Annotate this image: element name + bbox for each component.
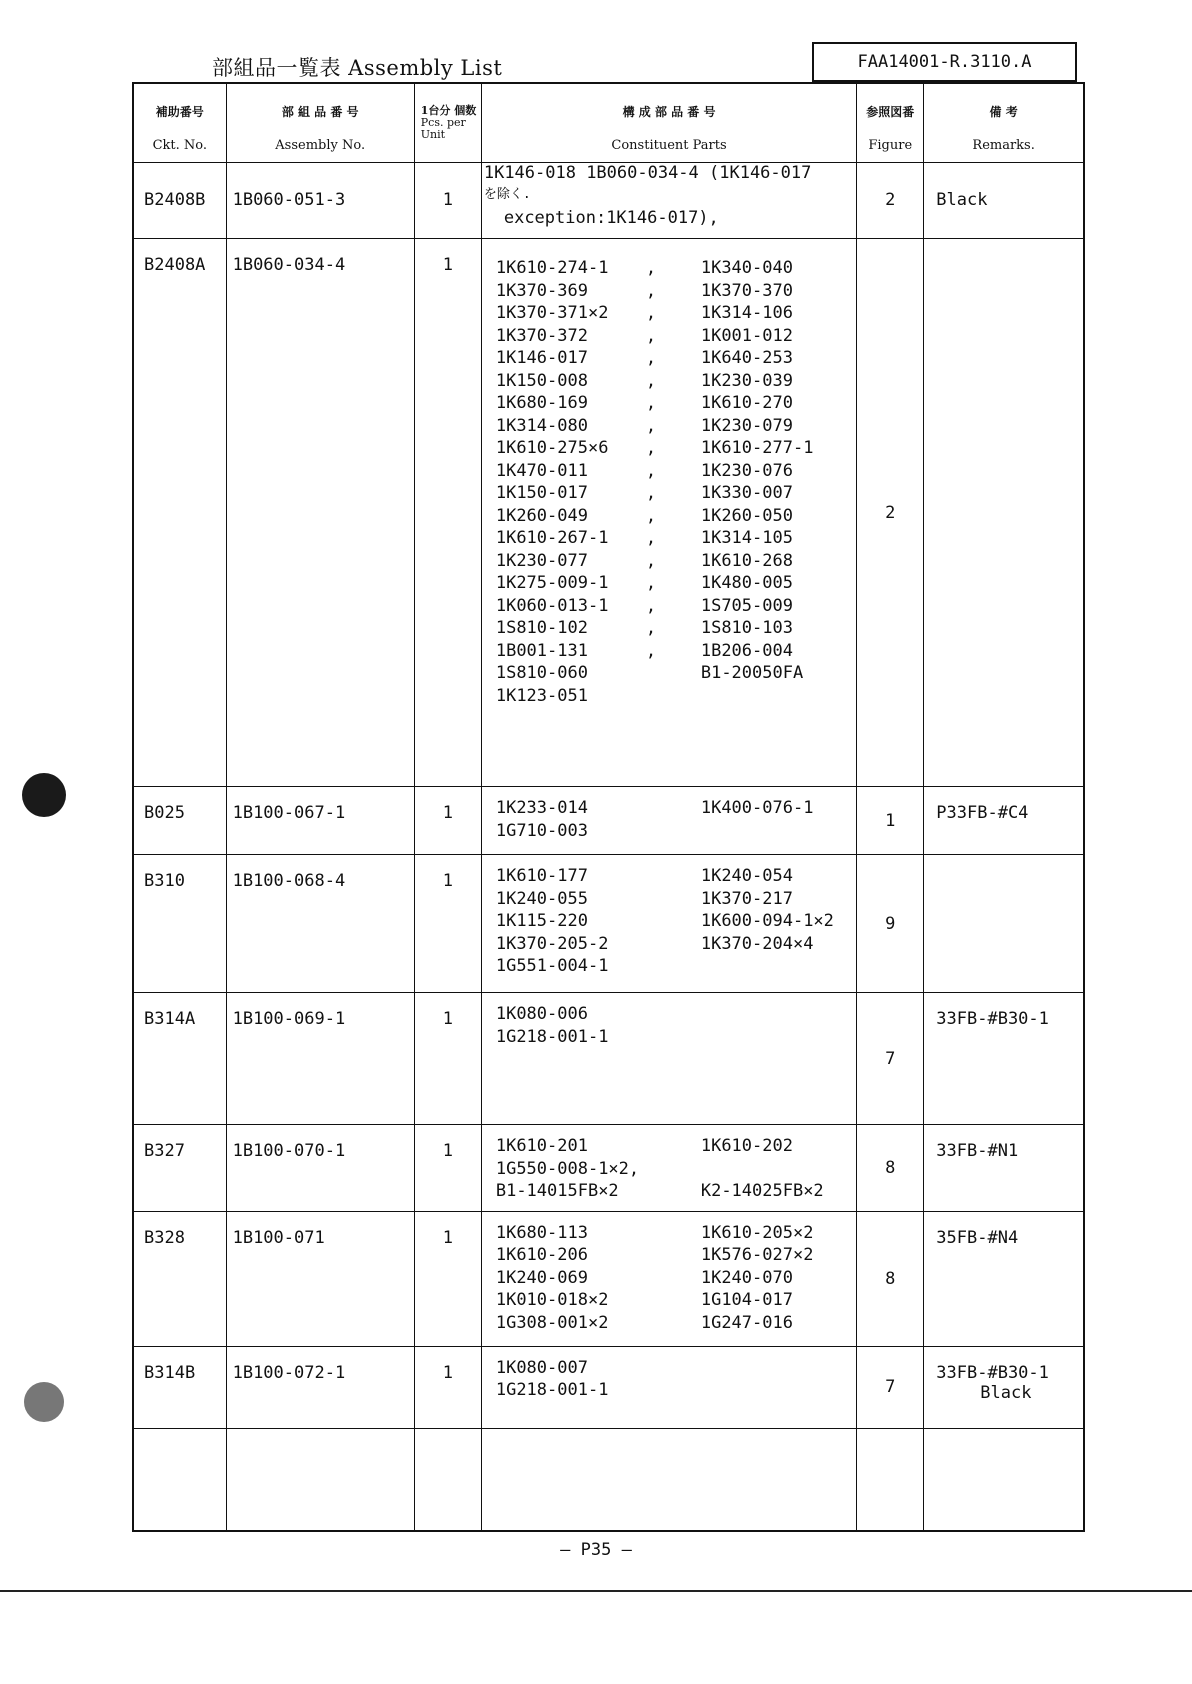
assembly-no-cell: 1B100-070-1 (226, 1125, 414, 1212)
assembly-table (134, 84, 1083, 1530)
part-number: 1K260-049 (495, 505, 588, 526)
separator: , (645, 640, 657, 661)
part-number: 1K230-077 (495, 550, 588, 571)
parts-line (496, 527, 856, 550)
parts-line (496, 1357, 856, 1380)
part-number: 1K640-253 (700, 348, 793, 368)
part-number: 1K115-220 (495, 911, 588, 931)
separator (646, 1003, 701, 1026)
part-number: 1K610-275×6 (495, 438, 609, 458)
part-number: 1G550-008-1×2, (495, 1158, 640, 1179)
qty-cell: 1 (414, 787, 481, 855)
part-number: 1G104-017 (700, 1290, 793, 1310)
assembly-no-cell: 1B100-068-4 (226, 855, 414, 993)
table-row (134, 855, 1083, 993)
part-number: 1K610-206 (495, 1245, 588, 1265)
parts-cell (481, 239, 856, 787)
separator (646, 1244, 701, 1267)
parts-line (496, 437, 856, 460)
col-figure: 参照図番 Figure (857, 84, 924, 162)
part-number: 1K230-079 (700, 415, 793, 436)
remarks-cell (924, 993, 1083, 1125)
remarks-cell (924, 239, 1083, 787)
parts-line (496, 415, 856, 438)
parts-line (496, 640, 856, 663)
part-number: 1S810-060 (495, 663, 588, 683)
part-number: 1K370-204×4 (700, 933, 814, 954)
separator (646, 910, 701, 933)
remarks-cell (924, 855, 1083, 993)
separator (646, 888, 701, 911)
col-ckt: 補助番号 Ckt. No. (134, 84, 226, 162)
parts-line (496, 460, 856, 483)
parts-line (496, 392, 856, 415)
part-number: 1K370-217 (700, 888, 793, 909)
part-number: K2-14025FB×2 (700, 1181, 824, 1201)
parts-cell (481, 1211, 856, 1346)
parts-cell (481, 993, 856, 1125)
document-number: FAA14001-R.3110.A (812, 42, 1077, 82)
part-number: 1K340-040 (700, 258, 793, 278)
assembly-no-cell: 1B100-071 (226, 1211, 414, 1346)
separator (646, 1135, 701, 1158)
part-number: 1K370-370 (700, 280, 793, 301)
parts-line (496, 325, 856, 348)
part-number: 1K240-055 (495, 888, 588, 909)
parts-line (496, 955, 856, 978)
ckt-no-cell: B025 (134, 787, 226, 855)
separator (646, 1312, 701, 1335)
part-number: 1K275-009-1 (495, 573, 609, 593)
remarks-cell (924, 787, 1083, 855)
part-number: 1K314-105 (700, 528, 793, 548)
part-number: B1-14015FB×2 (495, 1181, 619, 1201)
parts-line (496, 1289, 856, 1312)
part-number: 1K314-080 (495, 415, 588, 436)
separator (646, 1026, 701, 1049)
parts-line (496, 280, 856, 303)
separator: , (645, 573, 657, 593)
remarks-text: Black (936, 190, 988, 211)
parts-line (496, 662, 856, 685)
part-number: 1K610-205×2 (700, 1222, 814, 1243)
parts-line (496, 865, 856, 888)
parts-line (496, 1026, 856, 1049)
parts-line (496, 505, 856, 528)
figure-cell: 2 (857, 239, 924, 787)
part-number: 1K330-007 (700, 483, 793, 503)
separator (646, 1267, 701, 1290)
ckt-no-cell: B327 (134, 1125, 226, 1212)
part-number: 1K610-177 (495, 866, 588, 886)
part-number: 1K230-039 (700, 370, 793, 391)
separator (646, 797, 701, 820)
parts-cell (481, 1346, 856, 1428)
separator: , (645, 460, 657, 481)
col-parts: 構 成 部 品 番 号 Constituent Parts (481, 84, 856, 162)
parts-line (496, 910, 856, 933)
parts-line (496, 1312, 856, 1335)
col-qty: 1台分 個数 Pcs. per Unit (414, 84, 481, 162)
empty-cell (134, 1428, 226, 1530)
parts-line (496, 820, 856, 843)
remarks-cell (924, 1346, 1083, 1428)
part-number: 1K233-014 (495, 798, 588, 818)
parts-text-line: exception:1K146-017), (503, 207, 719, 228)
ckt-no-cell: B310 (134, 855, 226, 993)
parts-cell (481, 787, 856, 855)
qty-cell: 1 (414, 1211, 481, 1346)
header-row (134, 84, 1083, 162)
parts-line (496, 933, 856, 956)
separator: , (645, 348, 657, 368)
separator: , (645, 595, 657, 616)
separator: , (645, 483, 657, 503)
page-number: — P35 — (560, 1540, 632, 1560)
qty-cell: 1 (414, 239, 481, 787)
part-number: 1G551-004-1 (495, 956, 609, 976)
part-number: 1K370-372 (495, 325, 588, 346)
remarks-text: 33FB-#N1 (936, 1141, 1019, 1161)
remarks-text: 33FB-#B30-1 (936, 1009, 1049, 1029)
part-number: 1K123-051 (495, 685, 588, 706)
part-number: 1G247-016 (700, 1312, 793, 1333)
part-number: 1G218-001-1 (495, 1026, 609, 1047)
part-number: 1K610-267-1 (495, 528, 609, 548)
part-number: 1B001-131 (495, 640, 588, 661)
part-number: 1K010-018×2 (495, 1290, 609, 1310)
punch-hole (22, 773, 66, 817)
part-number: 1K480-005 (700, 573, 793, 593)
qty-cell: 1 (414, 162, 481, 239)
part-number: 1K370-205-2 (495, 933, 609, 954)
table-row (134, 1346, 1083, 1428)
table-row (134, 239, 1083, 787)
part-number: 1K370-369 (495, 280, 588, 301)
separator: , (645, 258, 657, 278)
table-row (134, 787, 1083, 855)
part-number: B1-20050FA (700, 663, 804, 683)
part-number: 1K080-006 (495, 1004, 588, 1024)
parts-line (496, 1158, 856, 1181)
part-number: 1G218-001-1 (495, 1380, 609, 1400)
part-number: 1K080-007 (495, 1357, 588, 1378)
parts-line (496, 257, 856, 280)
figure-cell: 7 (857, 993, 924, 1125)
part-number: 1K314-106 (700, 303, 793, 323)
part-number: 1K610-274-1 (495, 258, 609, 278)
ckt-no-cell: B2408B (134, 162, 226, 239)
empty-cell (226, 1428, 414, 1530)
separator (646, 820, 701, 843)
figure-cell: 9 (857, 855, 924, 993)
part-number: 1K146-017 (495, 348, 588, 368)
separator (646, 1180, 701, 1203)
part-number: 1K470-011 (495, 460, 588, 481)
ckt-no-cell: B314A (134, 993, 226, 1125)
parts-line (496, 1244, 856, 1267)
parts-line (496, 1267, 856, 1290)
part-number: 1G710-003 (495, 820, 588, 841)
parts-line (496, 888, 856, 911)
separator: , (645, 505, 657, 526)
parts-line (496, 550, 856, 573)
separator (646, 685, 701, 708)
part-number: 1S810-102 (495, 618, 588, 638)
separator: , (645, 550, 657, 571)
part-number: 1K600-094-1×2 (700, 911, 834, 931)
part-number: 1G308-001×2 (495, 1312, 609, 1333)
part-number: 1K001-012 (700, 325, 793, 346)
separator (646, 1379, 701, 1402)
separator (646, 865, 701, 888)
separator (646, 933, 701, 956)
part-number: 1K240-070 (700, 1267, 793, 1288)
ckt-no-cell: B314B (134, 1346, 226, 1428)
part-number: 1K610-201 (495, 1136, 588, 1156)
blank-row (134, 1428, 1083, 1530)
remarks-text: Black (980, 1382, 1032, 1403)
part-number: 1K610-202 (700, 1136, 793, 1156)
page-title: 部組品一覧表 Assembly List (212, 56, 503, 80)
qty-cell: 1 (414, 855, 481, 993)
parts-line (496, 1180, 856, 1203)
part-number: 1K610-277-1 (700, 438, 814, 458)
qty-cell: 1 (414, 1346, 481, 1428)
separator (646, 955, 701, 978)
part-number: 1K680-113 (495, 1222, 588, 1243)
parts-line (496, 1222, 856, 1245)
figure-cell: 8 (857, 1211, 924, 1346)
part-number: 1K150-017 (495, 483, 588, 503)
part-number: 1K610-268 (700, 550, 793, 571)
parts-line (496, 370, 856, 393)
part-number: 1K576-027×2 (700, 1245, 814, 1265)
parts-line (496, 1003, 856, 1026)
parts-line (496, 302, 856, 325)
part-number: 1K230-076 (700, 460, 793, 481)
col-assembly: 部 組 品 番 号 Assembly No. (226, 84, 414, 162)
separator (646, 1158, 701, 1181)
figure-cell: 1 (857, 787, 924, 855)
part-number: 1K370-371×2 (495, 303, 609, 323)
empty-cell (924, 1428, 1083, 1530)
separator: , (645, 415, 657, 436)
part-number: 1K680-169 (495, 393, 588, 413)
separator (646, 662, 701, 685)
separator: , (645, 303, 657, 323)
assembly-no-cell: 1B100-067-1 (226, 787, 414, 855)
part-number: 1S810-103 (700, 618, 793, 638)
parts-cell (481, 162, 856, 239)
part-number: 1K240-054 (700, 866, 793, 886)
remarks-cell (924, 162, 1083, 239)
separator: , (645, 618, 657, 638)
figure-cell: 2 (857, 162, 924, 239)
parts-line (496, 685, 856, 708)
empty-cell (414, 1428, 481, 1530)
part-number: 1K610-270 (700, 393, 793, 413)
remarks-text: P33FB-#C4 (936, 803, 1029, 823)
parts-line (496, 797, 856, 820)
part-number: 1K240-069 (495, 1267, 588, 1288)
assembly-no-cell: 1B100-069-1 (226, 993, 414, 1125)
punch-hole (24, 1382, 64, 1422)
parts-line (496, 347, 856, 370)
figure-cell: 7 (857, 1346, 924, 1428)
figure-cell: 8 (857, 1125, 924, 1212)
col-remarks: 備 考 Remarks. (924, 84, 1083, 162)
assembly-no-cell: 1B060-034-4 (226, 239, 414, 787)
assembly-no-cell: 1B060-051-3 (226, 162, 414, 239)
parts-line (496, 1379, 856, 1402)
part-number: 1K060-013-1 (495, 595, 609, 616)
ckt-no-cell: B328 (134, 1211, 226, 1346)
separator (646, 1222, 701, 1245)
part-number: 1K400-076-1 (700, 798, 814, 818)
parts-cell (481, 855, 856, 993)
table-row (134, 1125, 1083, 1212)
remarks-cell (924, 1211, 1083, 1346)
separator: , (645, 325, 657, 346)
assembly-no-cell: 1B100-072-1 (226, 1346, 414, 1428)
qty-cell: 1 (414, 993, 481, 1125)
assembly-table-frame (132, 82, 1085, 1532)
parts-text-line: 1K146-018 1B060-034-4 (1K146-017 (483, 162, 812, 183)
remarks-text: 33FB-#B30-1 (936, 1362, 1049, 1383)
empty-cell (857, 1428, 924, 1530)
part-number: 1B206-004 (700, 640, 793, 661)
parts-text-line: を除く. (483, 187, 531, 202)
separator: , (645, 370, 657, 391)
separator (646, 1357, 701, 1380)
separator: , (645, 438, 657, 458)
parts-line (496, 617, 856, 640)
table-row (134, 993, 1083, 1125)
parts-line (496, 1135, 856, 1158)
remarks-text: 35FB-#N4 (936, 1227, 1019, 1248)
table-row (134, 162, 1083, 239)
part-number: 1K260-050 (700, 505, 793, 526)
separator: , (645, 528, 657, 548)
parts-line (496, 482, 856, 505)
separator: , (645, 280, 657, 301)
qty-cell: 1 (414, 1125, 481, 1212)
parts-line (496, 572, 856, 595)
part-number: 1K150-008 (495, 370, 588, 391)
empty-cell (481, 1428, 856, 1530)
part-number: 1S705-009 (700, 595, 793, 616)
ckt-no-cell: B2408A (134, 239, 226, 787)
separator: , (645, 393, 657, 413)
separator (646, 1289, 701, 1312)
remarks-cell (924, 1125, 1083, 1212)
parts-cell (481, 1125, 856, 1212)
table-row (134, 1211, 1083, 1346)
bottom-rule (0, 1590, 1192, 1592)
parts-line (496, 595, 856, 618)
